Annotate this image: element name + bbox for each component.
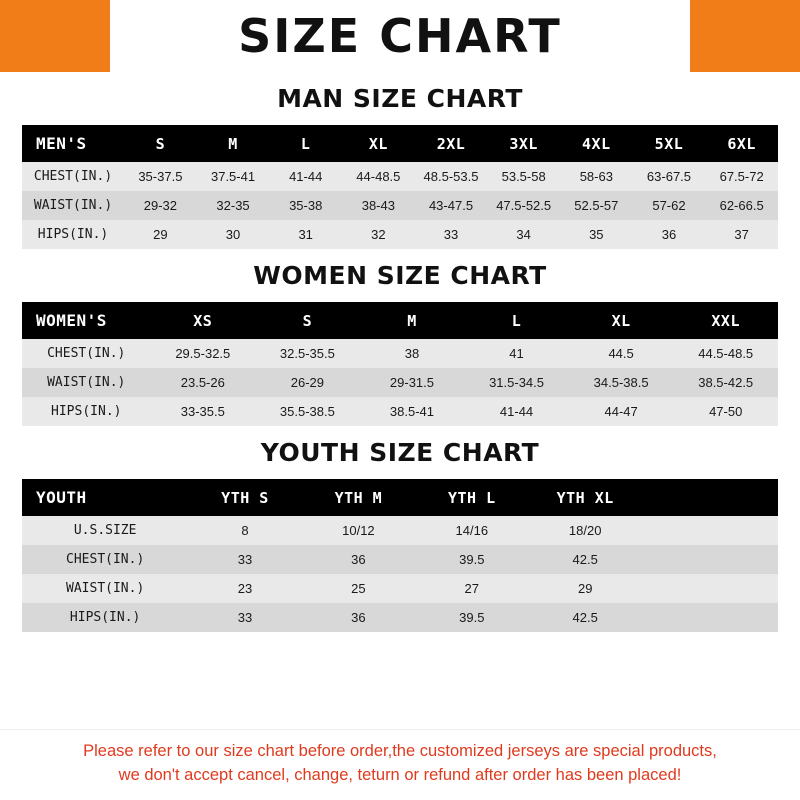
row-header: WAIST(IN.) [22, 191, 124, 220]
table-header-row [22, 302, 778, 339]
table-row [22, 516, 778, 545]
cell: 42.5 [528, 603, 641, 632]
cell-spacer [642, 603, 778, 632]
section-title-youth: YOUTH SIZE CHART [260, 438, 540, 467]
cell: 37.5-41 [197, 162, 270, 191]
cell: 42.5 [528, 545, 641, 574]
cell: 52.5-57 [560, 191, 633, 220]
cell: 53.5-58 [487, 162, 560, 191]
cell: 33 [415, 220, 488, 249]
cell: 41-44 [464, 397, 569, 426]
col-header: WOMEN'S [22, 302, 151, 339]
cell: 26-29 [255, 368, 360, 397]
col-header: YTH S [188, 479, 301, 516]
cell-spacer [642, 516, 778, 545]
cell: 62-66.5 [705, 191, 778, 220]
table-row [22, 397, 778, 426]
section-man [22, 84, 778, 249]
cell: 58-63 [560, 162, 633, 191]
table-row [22, 339, 778, 368]
cell: 38 [360, 339, 465, 368]
cell: 29 [124, 220, 197, 249]
col-header: MEN'S [22, 125, 124, 162]
col-header: 3XL [487, 125, 560, 162]
cell: 57-62 [633, 191, 706, 220]
col-header: M [360, 302, 465, 339]
cell: 67.5-72 [705, 162, 778, 191]
cell: 37 [705, 220, 778, 249]
cell: 38-43 [342, 191, 415, 220]
cell: 32.5-35.5 [255, 339, 360, 368]
col-header: L [464, 302, 569, 339]
col-header: YTH XL [528, 479, 641, 516]
cell: 35-38 [269, 191, 342, 220]
row-header: CHEST(IN.) [22, 545, 188, 574]
cell: 38.5-42.5 [673, 368, 778, 397]
col-header: XXL [673, 302, 778, 339]
cell: 23.5-26 [151, 368, 256, 397]
cell: 47.5-52.5 [487, 191, 560, 220]
cell: 38.5-41 [360, 397, 465, 426]
cell: 23 [188, 574, 301, 603]
cell: 25 [302, 574, 415, 603]
table-header-row [22, 479, 778, 516]
cell: 48.5-53.5 [415, 162, 488, 191]
cell: 36 [633, 220, 706, 249]
cell: 39.5 [415, 603, 528, 632]
cell: 18/20 [528, 516, 641, 545]
cell: 29-31.5 [360, 368, 465, 397]
cell: 33 [188, 603, 301, 632]
cell: 41 [464, 339, 569, 368]
col-header: YOUTH [22, 479, 188, 516]
table-row [22, 220, 778, 249]
cell: 47-50 [673, 397, 778, 426]
col-header: S [124, 125, 197, 162]
cell: 35.5-38.5 [255, 397, 360, 426]
col-header: XS [151, 302, 256, 339]
col-header-spacer [642, 479, 778, 516]
order-policy-note [0, 729, 800, 800]
cell: 33 [188, 545, 301, 574]
cell: 34.5-38.5 [569, 368, 674, 397]
cell: 29.5-32.5 [151, 339, 256, 368]
cell-spacer [642, 545, 778, 574]
note-line-2: we don't accept cancel, change, teturn or refund after order has been placed! [118, 766, 682, 785]
col-header: XL [342, 125, 415, 162]
cell: 35 [560, 220, 633, 249]
section-title-women: WOMEN SIZE CHART [253, 261, 547, 290]
cell: 44-48.5 [342, 162, 415, 191]
table-youth-sizes [22, 479, 778, 632]
col-header: YTH L [415, 479, 528, 516]
row-header: U.S.SIZE [22, 516, 188, 545]
section-title-man: MAN SIZE CHART [277, 84, 523, 113]
cell-spacer [642, 574, 778, 603]
cell: 39.5 [415, 545, 528, 574]
cell: 29 [528, 574, 641, 603]
row-header: CHEST(IN.) [22, 162, 124, 191]
cell: 29-32 [124, 191, 197, 220]
col-header: L [269, 125, 342, 162]
table-row [22, 368, 778, 397]
cell: 14/16 [415, 516, 528, 545]
row-header: WAIST(IN.) [22, 368, 151, 397]
cell: 36 [302, 603, 415, 632]
cell: 63-67.5 [633, 162, 706, 191]
note-line-1: Please refer to our size chart before order,the customized jerseys are special products, [83, 742, 717, 761]
cell: 31.5-34.5 [464, 368, 569, 397]
col-header: 2XL [415, 125, 488, 162]
cell: 44-47 [569, 397, 674, 426]
cell: 10/12 [302, 516, 415, 545]
col-header: 6XL [705, 125, 778, 162]
chart-content [0, 72, 800, 729]
cell: 32-35 [197, 191, 270, 220]
cell: 27 [415, 574, 528, 603]
header-banner [0, 0, 800, 72]
col-header: S [255, 302, 360, 339]
col-header: 5XL [633, 125, 706, 162]
row-header: HIPS(IN.) [22, 397, 151, 426]
table-header-row [22, 125, 778, 162]
cell: 31 [269, 220, 342, 249]
col-header: M [197, 125, 270, 162]
col-header: XL [569, 302, 674, 339]
section-women [22, 261, 778, 426]
cell: 34 [487, 220, 560, 249]
cell: 30 [197, 220, 270, 249]
table-man-sizes [22, 125, 778, 249]
row-header: WAIST(IN.) [22, 574, 188, 603]
col-header: 4XL [560, 125, 633, 162]
cell: 32 [342, 220, 415, 249]
cell: 43-47.5 [415, 191, 488, 220]
page-title: SIZE CHART [238, 9, 562, 63]
table-row [22, 603, 778, 632]
header-plate [110, 0, 690, 72]
table-row [22, 162, 778, 191]
section-youth [22, 438, 778, 632]
row-header: CHEST(IN.) [22, 339, 151, 368]
cell: 36 [302, 545, 415, 574]
cell: 8 [188, 516, 301, 545]
cell: 33-35.5 [151, 397, 256, 426]
cell: 41-44 [269, 162, 342, 191]
table-row [22, 191, 778, 220]
cell: 44.5 [569, 339, 674, 368]
table-row [22, 574, 778, 603]
cell: 35-37.5 [124, 162, 197, 191]
table-row [22, 545, 778, 574]
table-women-sizes [22, 302, 778, 426]
cell: 44.5-48.5 [673, 339, 778, 368]
row-header: HIPS(IN.) [22, 603, 188, 632]
col-header: YTH M [302, 479, 415, 516]
row-header: HIPS(IN.) [22, 220, 124, 249]
